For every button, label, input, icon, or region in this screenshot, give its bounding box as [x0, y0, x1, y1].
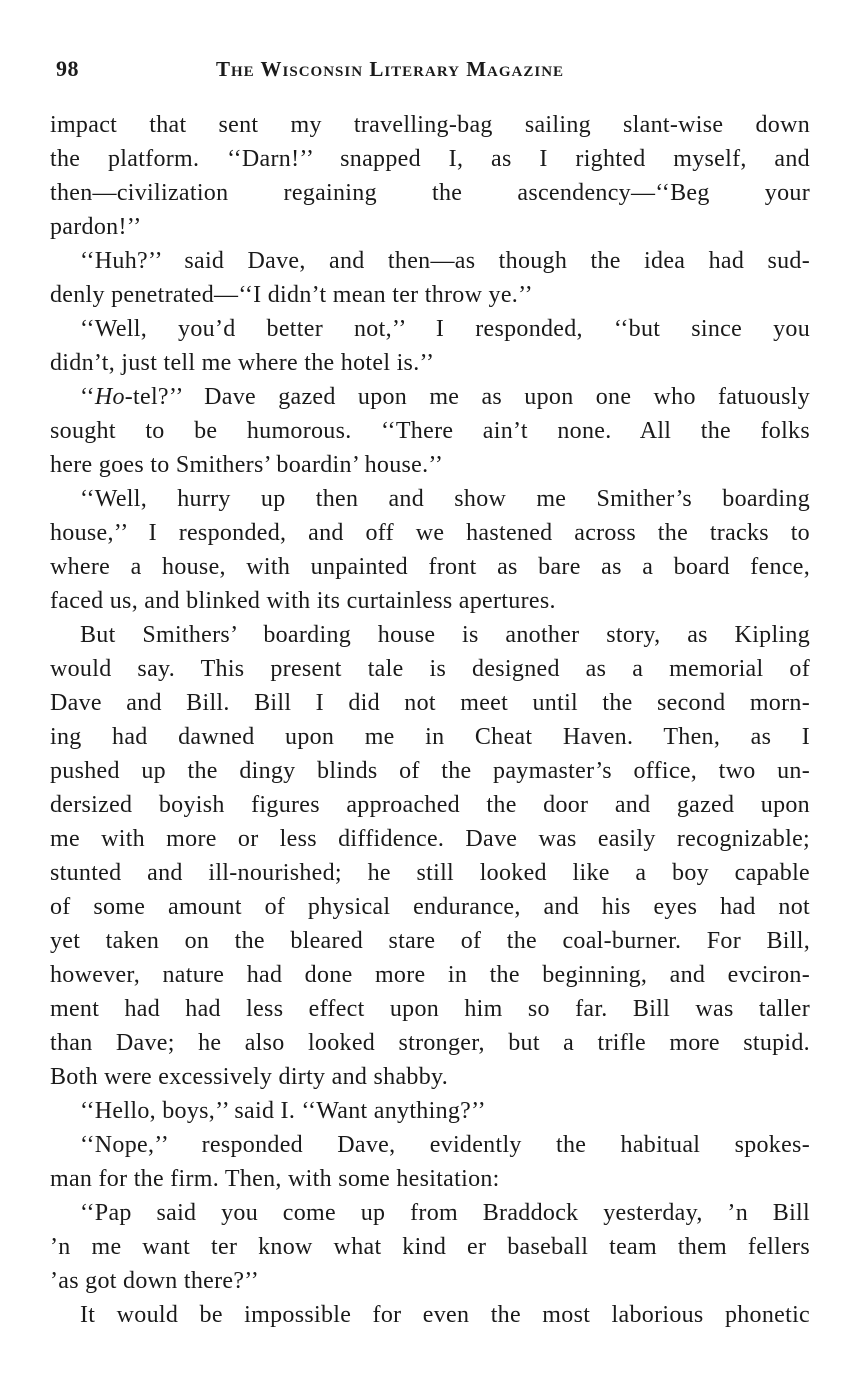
- text-line: ‘‘Well, you’d better not,’’ I responded, ‘‘but since you: [80, 316, 810, 342]
- text-line: would say. This present tale is designed as a memorial of: [50, 656, 810, 682]
- text-line: of some amount of physical endurance, and his eyes had not: [50, 894, 810, 920]
- paragraph-8: [50, 1128, 810, 1196]
- paragraph-4: [50, 380, 810, 482]
- text-line: yet taken on the bleared stare of the coal-burner. For Bill,: [50, 928, 810, 954]
- paragraph-10: [50, 1298, 810, 1332]
- text-line: ‘‘Pap said you come up from Braddock yesterday, ’n Bill: [80, 1200, 810, 1226]
- running-head: [56, 56, 816, 86]
- text-line: pushed up the dingy blinds of the paymaster’s office, two un-: [50, 758, 810, 784]
- text-line: didn’t, just tell me where the hotel is.’’: [50, 350, 435, 376]
- text-line: ing had dawned upon me in Cheat Haven. Then, as I: [50, 724, 810, 750]
- paragraph-7: [50, 1094, 810, 1128]
- text-line: the platform. ‘‘Darn!’’ snapped I, as I righted myself, and: [50, 146, 810, 172]
- text-line: denly penetrated—‘‘I didn’t mean ter throw ye.’’: [50, 282, 533, 308]
- text-line: faced us, and blinked with its curtainless apertures.: [50, 588, 556, 614]
- text-line: dersized boyish figures approached the door and gazed upon: [50, 792, 810, 818]
- text-line: house,’’ I responded, and off we hastened across the tracks to: [50, 520, 810, 546]
- paragraph-2: [50, 244, 810, 312]
- text-line: then—civilization regaining the ascendency—‘‘Beg your: [50, 180, 810, 206]
- text-line: But Smithers’ boarding house is another story, as Kipling: [80, 622, 810, 648]
- text-line: ’n me want ter know what kind er baseball team them fellers: [50, 1234, 810, 1260]
- text-line: ‘‘Nope,’’ responded Dave, evidently the habitual spokes-: [80, 1132, 810, 1158]
- text-line: Dave and Bill. Bill I did not meet until the second morn-: [50, 690, 810, 716]
- text-line: man for the firm. Then, with some hesitation:: [50, 1166, 500, 1192]
- text-line: [50, 380, 810, 414]
- line-rest: -tel?’’ Dave gazed upon me as upon one who fatuously: [124, 384, 810, 410]
- paragraph-5: [50, 482, 810, 618]
- text-line: than Dave; he also looked stronger, but a trifle more stupid.: [50, 1030, 810, 1056]
- text-line: ‘‘Huh?’’ said Dave, and then—as though the idea had sud-: [80, 248, 810, 274]
- text-line: ’as got down there?’’: [50, 1268, 260, 1294]
- text-line: ‘‘Hello, boys,’’ said I. ‘‘Want anything?’’: [80, 1098, 486, 1124]
- text-line: sought to be humorous. ‘‘There ain’t none. All the folks: [50, 418, 810, 444]
- italic-word: Ho: [94, 384, 125, 410]
- paragraph-1: [50, 108, 810, 244]
- text-line: pardon!’’: [50, 214, 142, 240]
- paragraph-6: [50, 618, 810, 1094]
- page-number: 98: [56, 56, 79, 81]
- text-line: here goes to Smithers’ boardin’ house.’’: [50, 452, 444, 478]
- quote-open: ‘‘: [80, 384, 95, 410]
- text-line: where a house, with unpainted front as bare as a board fence,: [50, 554, 810, 580]
- body-text: [50, 108, 810, 1332]
- text-line: ment had had less effect upon him so far. Bill was taller: [50, 996, 810, 1022]
- text-line: however, nature had done more in the beginning, and evciron-: [50, 962, 810, 988]
- text-line: It would be impossible for even the most laborious phonetic: [80, 1302, 810, 1328]
- journal-title: The Wisconsin Literary Magazine: [216, 57, 565, 81]
- text-line: impact that sent my travelling-bag sailing slant-wise down: [50, 112, 810, 138]
- text-line: stunted and ill-nourished; he still looked like a boy capable: [50, 860, 810, 886]
- text-line: ‘‘Well, hurry up then and show me Smither’s boarding: [80, 486, 810, 512]
- paragraph-9: [50, 1196, 810, 1298]
- paragraph-3: [50, 312, 810, 380]
- text-line: Both were excessively dirty and shabby.: [50, 1064, 449, 1090]
- text-line: me with more or less diffidence. Dave was easily recognizable;: [50, 826, 810, 852]
